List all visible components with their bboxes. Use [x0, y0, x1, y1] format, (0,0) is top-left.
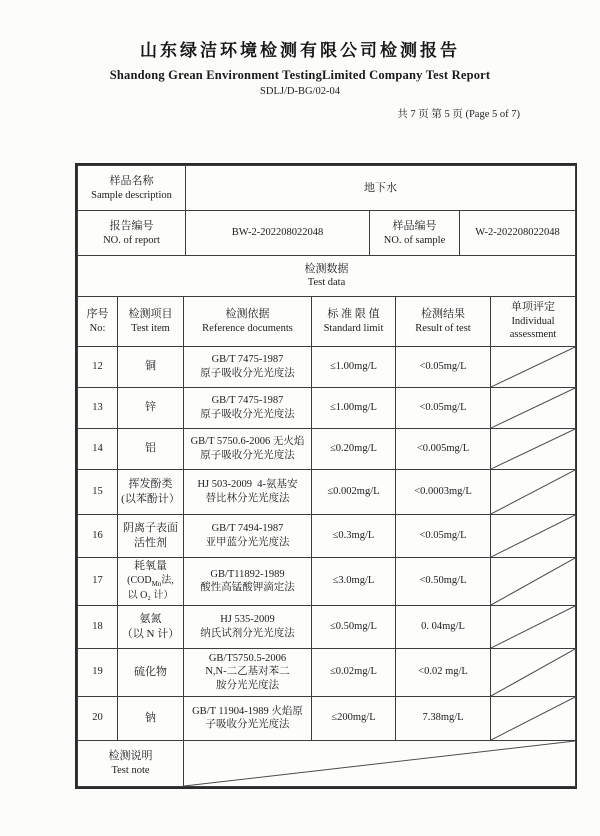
cod-mn-subscript: Mn [151, 579, 162, 588]
cell-no: 19 [78, 648, 118, 696]
sample-description-value: 地下水 [186, 166, 576, 211]
sample-no-label: 样品编号 NO. of sample [370, 211, 460, 256]
cell-assessment [491, 514, 576, 557]
cell-result: <0.05mg/L [396, 387, 491, 428]
diagonal-slash-icon [491, 558, 575, 605]
cell-item: 钠 [118, 696, 184, 740]
page-number-info: 共 7 页 第 5 页 (Page 5 of 7) [397, 109, 520, 120]
cell-assessment [491, 648, 576, 696]
table-row [78, 648, 576, 696]
report-page [0, 36, 600, 836]
cell-reference: GB/T 7475-1987 原子吸收分光光度法 [184, 387, 312, 428]
test-data-banner-row [78, 256, 576, 296]
diagonal-slash-icon [491, 649, 575, 696]
cell-reference: GB/T 5750.6-2006 无火焰 原子吸收分光光度法 [184, 428, 312, 469]
cell-reference: HJ 503-2009 4-氨基安 替比林分光光度法 [184, 469, 312, 514]
report-table [75, 163, 577, 789]
cell-result: <0.05mg/L [396, 346, 491, 387]
cell-limit: ≤0.20mg/L [312, 428, 396, 469]
test-data-banner: 检测数据 Test data [78, 256, 576, 296]
cell-no: 18 [78, 605, 118, 648]
cell-reference: GB/T 11904-1989 火焰原 子吸收分光光度法 [184, 696, 312, 740]
table-row [78, 605, 576, 648]
cell-assessment [491, 557, 576, 605]
cell-assessment [491, 696, 576, 740]
cell-reference: GB/T 7494-1987 亚甲蓝分光光度法 [184, 514, 312, 557]
table-row [78, 696, 576, 740]
diagonal-slash-icon [491, 429, 575, 469]
sample-info-table [77, 165, 576, 256]
sample-no-value: W-2-202208022048 [460, 211, 576, 256]
cell-item: 氨氮 （以 N 计） [118, 605, 184, 648]
cell-item: 耗氧量 ($COD_{Mn}$法, 以 O₂ 计） [118, 557, 184, 605]
cell-reference: HJ 535-2009 纳氏试剂分光光度法 [184, 605, 312, 648]
cell-no: 12 [78, 346, 118, 387]
column-header-row [78, 296, 576, 346]
cell-assessment [491, 428, 576, 469]
cell-result: <0.0003mg/L [396, 469, 491, 514]
cell-assessment [491, 387, 576, 428]
table-row [78, 211, 576, 256]
diagonal-slash-icon [184, 741, 575, 786]
table-row [78, 469, 576, 514]
report-no-value: BW-2-202208022048 [186, 211, 370, 256]
col-header-item: 检测项目 Test item [118, 296, 184, 346]
diagonal-slash-icon [491, 606, 575, 648]
cell-item: 锌 [118, 387, 184, 428]
table-row [78, 514, 576, 557]
cell-reference: GB/T 7475-1987 原子吸收分光光度法 [184, 346, 312, 387]
cell-limit: ≤1.00mg/L [312, 387, 396, 428]
cell-limit: ≤0.002mg/L [312, 469, 396, 514]
col-header-limit: 标 准 限 值 Standard limit [312, 296, 396, 346]
cell-item: 挥发酚类 (以苯酚计） [118, 469, 184, 514]
cell-limit: ≤0.50mg/L [312, 605, 396, 648]
sample-description-label: 样品名称 Sample description [78, 166, 186, 211]
table-row [78, 557, 576, 605]
cell-result: <0.02 mg/L [396, 648, 491, 696]
diagonal-slash-icon [491, 347, 575, 387]
cell-limit: ≤1.00mg/L [312, 346, 396, 387]
table-row [78, 166, 576, 211]
cell-item: 铜 [118, 346, 184, 387]
cell-no: 17 [78, 557, 118, 605]
report-title-en: Shandong Grean Environment TestingLimited Company Test Report [109, 68, 491, 82]
col-header-no: 序号 No: [78, 296, 118, 346]
test-note-value [184, 740, 576, 786]
cell-limit: ≤0.02mg/L [312, 648, 396, 696]
cell-result: 7.38mg/L [396, 696, 491, 740]
cell-no: 20 [78, 696, 118, 740]
col-header-assessment: 单项评定 Individual assessment [491, 296, 576, 346]
cell-result: <0.50mg/L [396, 557, 491, 605]
test-data-table [77, 256, 576, 787]
cell-limit: ≤3.0mg/L [312, 557, 396, 605]
table-row [78, 428, 576, 469]
table-row [78, 387, 576, 428]
cell-result: <0.05mg/L [396, 514, 491, 557]
cell-reference: GB/T11892-1989 酸性高锰酸钾滴定法 [184, 557, 312, 605]
cell-item: 阴离子表面 活性剂 [118, 514, 184, 557]
diagonal-slash-icon [491, 388, 575, 428]
col-header-reference: 检测依据 Reference documents [184, 296, 312, 346]
cell-no: 15 [78, 469, 118, 514]
cell-assessment [491, 469, 576, 514]
diagonal-slash-icon [491, 515, 575, 557]
diagonal-slash-icon [491, 470, 575, 514]
table-row [78, 346, 576, 387]
cell-no: 16 [78, 514, 118, 557]
cell-no: 13 [78, 387, 118, 428]
diagonal-slash-icon [491, 697, 575, 740]
cell-limit: ≤200mg/L [312, 696, 396, 740]
cell-assessment [491, 605, 576, 648]
document-code: SDLJ/D-BG/02-04 [260, 86, 340, 97]
report-title-zh: 山东绿洁环境检测有限公司检测报告 [140, 41, 460, 60]
cell-item: 铝 [118, 428, 184, 469]
cell-no: 14 [78, 428, 118, 469]
cell-result: <0.005mg/L [396, 428, 491, 469]
col-header-result: 检测结果 Result of test [396, 296, 491, 346]
test-note-row [78, 740, 576, 786]
cell-item: 硫化物 [118, 648, 184, 696]
report-no-label: 报告编号 NO. of report [78, 211, 186, 256]
cell-reference: GB/T5750.5-2006 N,N-二乙基对苯二 胺分光光度法 [184, 648, 312, 696]
cell-result: 0. 04mg/L [396, 605, 491, 648]
test-note-label: 检测说明 Test note [78, 740, 184, 786]
cell-assessment [491, 346, 576, 387]
cell-limit: ≤0.3mg/L [312, 514, 396, 557]
